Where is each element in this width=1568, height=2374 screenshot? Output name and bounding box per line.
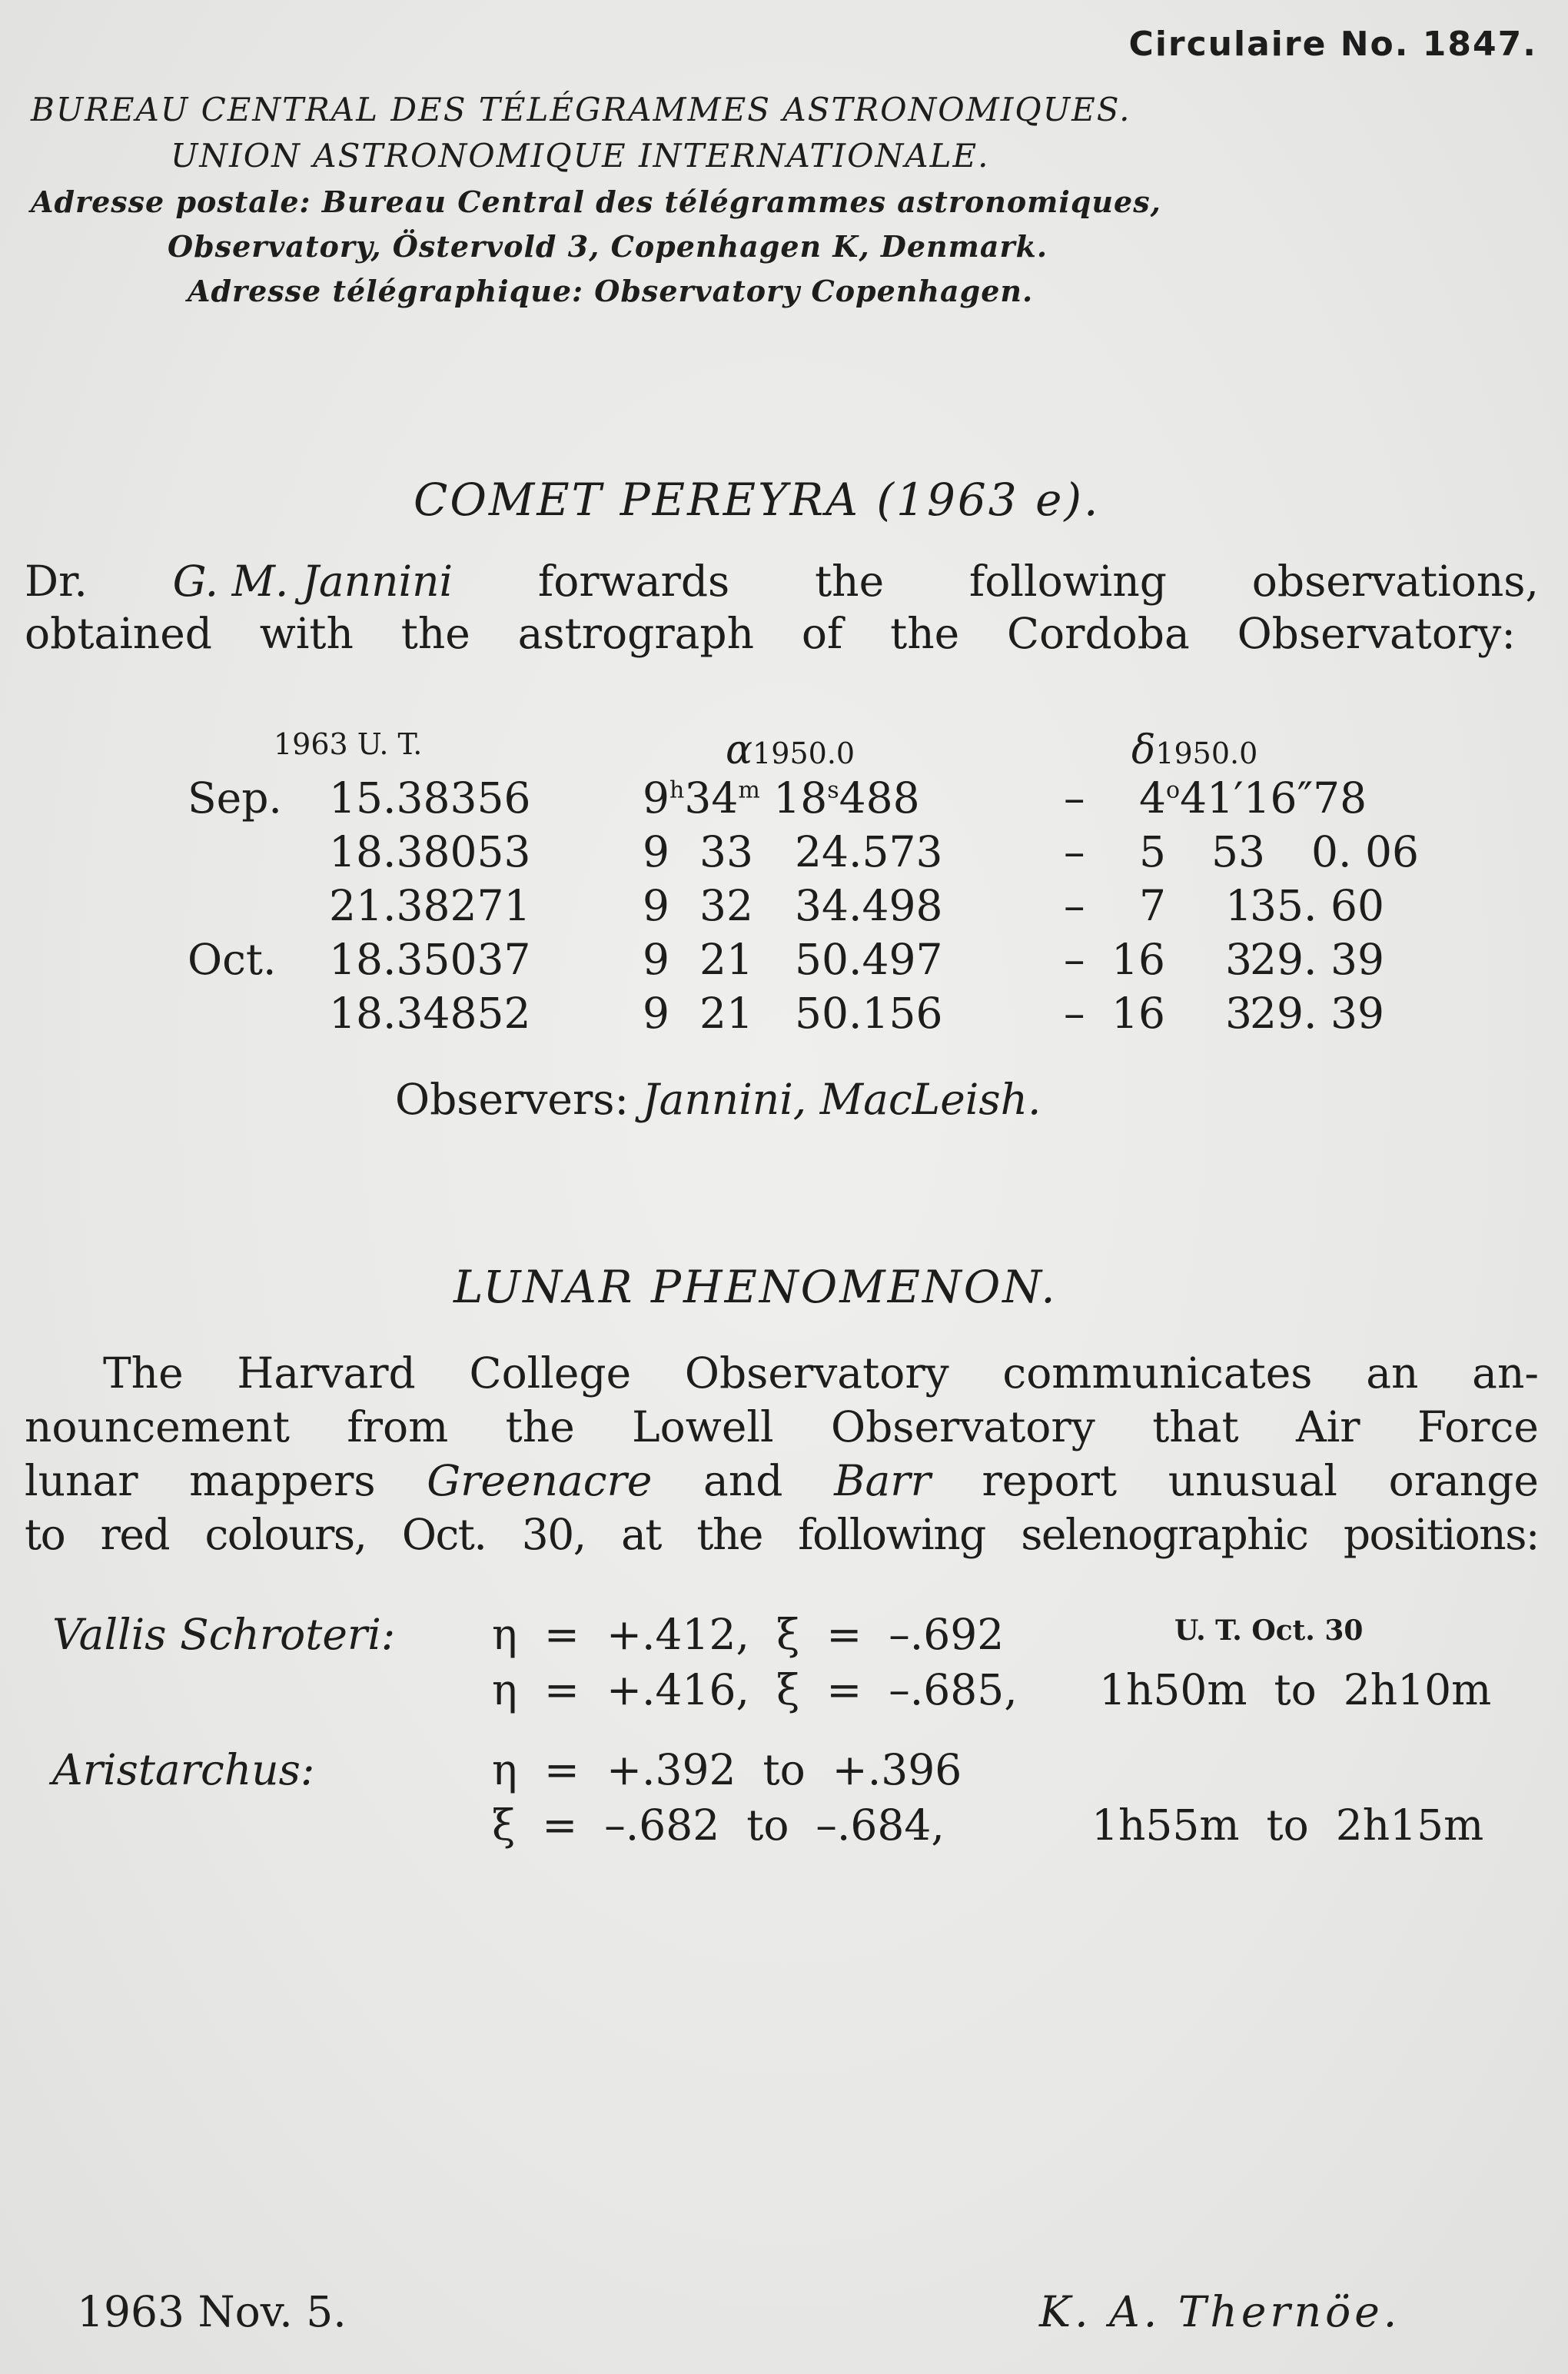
- row-dec-d: 5: [1139, 827, 1166, 876]
- word: Observatory:: [1237, 609, 1516, 658]
- alpha-symbol: α: [726, 727, 753, 773]
- row-dec-sign: –: [1064, 827, 1085, 876]
- lunar-line-4: [25, 1510, 1539, 1559]
- row-dec-d: 16: [1111, 935, 1165, 984]
- word: forwards: [537, 557, 730, 606]
- word: orange: [1388, 1456, 1539, 1505]
- word: the: [400, 609, 470, 658]
- word: College: [469, 1348, 632, 1398]
- postal-address: Adresse postale: Bureau Central des télégrammes astronomiques,: [31, 185, 1161, 219]
- row-ra-s: 34.498: [795, 881, 943, 930]
- col-header-ra: [726, 727, 855, 773]
- word: Oct.: [401, 1510, 487, 1559]
- word: observations,: [1251, 557, 1539, 606]
- row-ra-m: 33: [699, 827, 753, 876]
- row-ra-s: 50.497: [795, 935, 943, 984]
- dec-seconds-fraction: 78: [1313, 773, 1367, 823]
- row-dec-m: 3: [1225, 989, 1252, 1038]
- row-dec-sign: –: [1064, 773, 1085, 823]
- word: astrograph: [517, 609, 755, 658]
- row-ra-h: 9: [643, 827, 669, 876]
- word: Lowell: [632, 1402, 774, 1451]
- word: obtained: [25, 609, 212, 658]
- word: positions:: [1343, 1510, 1539, 1559]
- word: to: [25, 1510, 65, 1559]
- word: Observatory: [830, 1402, 1095, 1451]
- word: Dr.: [25, 557, 88, 606]
- row-month: Oct.: [188, 935, 277, 984]
- row-ra-m: 21: [699, 935, 753, 984]
- mapper-name: Barr: [834, 1456, 931, 1505]
- observers-label: Observers:: [395, 1075, 630, 1124]
- word: Harvard: [237, 1348, 416, 1398]
- row-date: 15.38356: [329, 773, 531, 823]
- row-ra-s: 24.573: [795, 827, 943, 876]
- row-dec-m: 3: [1225, 935, 1252, 984]
- row-ra: 9$^h$34$^m$ 18$^s$488: [643, 773, 920, 823]
- vallis-time: 1h50m to 2h10m: [1099, 1665, 1492, 1714]
- word: of: [801, 609, 843, 658]
- word: the: [505, 1402, 575, 1451]
- word: colours,: [204, 1510, 367, 1559]
- lunar-line-2: [25, 1402, 1539, 1451]
- ra-seconds: 18: [773, 773, 828, 823]
- ra-hours: 9: [643, 773, 669, 823]
- word: selenographic: [1021, 1510, 1308, 1559]
- row-ra-s: 50.156: [795, 989, 943, 1038]
- row-dec-m: 53: [1211, 827, 1265, 876]
- comet-title: COMET PEREYRA (1963 e).: [414, 474, 1101, 526]
- vallis-row-1: η = +.412, ξ = –.692: [492, 1610, 1005, 1659]
- row-dec-sign: –: [1064, 989, 1085, 1038]
- row-date: 21.38271: [329, 881, 531, 930]
- word: The: [103, 1348, 184, 1398]
- dec-minutes: 41: [1180, 773, 1234, 823]
- col-header-time: 1963 U. T.: [274, 727, 423, 761]
- word: 30,: [521, 1510, 586, 1559]
- word: and: [703, 1456, 783, 1505]
- word: communicates: [1002, 1348, 1313, 1398]
- dec-seconds: 16: [1243, 773, 1297, 823]
- row-dec-s: 29. 39: [1250, 935, 1384, 984]
- delta-symbol: δ: [1131, 727, 1156, 773]
- word: following: [968, 557, 1167, 606]
- word: the: [696, 1510, 762, 1559]
- row-dec-s: 0. 06: [1311, 827, 1419, 876]
- aristarchus-row-2: ξ = –.682 to –.684,: [492, 1800, 945, 1850]
- union-name: UNION ASTRONOMIQUE INTERNATIONALE.: [171, 137, 990, 175]
- row-month: Sep.: [188, 773, 282, 823]
- observers-names: Jannini, MacLeish.: [642, 1075, 1041, 1124]
- row-dec-s: 35. 60: [1250, 881, 1384, 930]
- ra-seconds-fraction: 488: [839, 773, 920, 823]
- aristarchus-row-1: η = +.392 to +.396: [492, 1745, 962, 1794]
- row-dec-m: 1: [1225, 881, 1252, 930]
- lunar-line-1: [103, 1348, 1539, 1398]
- vallis-schroteri-label: Vallis Schroteri:: [52, 1610, 396, 1659]
- word: report: [982, 1456, 1118, 1505]
- col-header-dec: [1131, 727, 1257, 773]
- word: mappers: [189, 1456, 376, 1505]
- dec-epoch: 1950.0: [1155, 736, 1258, 770]
- ut-note: U. T. Oct. 30: [1174, 1614, 1364, 1647]
- comet-intro-line-1: [25, 557, 1539, 606]
- word: from: [347, 1402, 449, 1451]
- row-dec-sign: –: [1064, 935, 1085, 984]
- aristarchus-time: 1h55m to 2h15m: [1091, 1800, 1484, 1850]
- dec-degrees: 4: [1139, 773, 1166, 823]
- row-dec-d: 7: [1139, 881, 1166, 930]
- row-date: 18.34852: [329, 989, 531, 1038]
- issue-date: 1963 Nov. 5.: [77, 2287, 347, 2336]
- ra-minutes: 34: [684, 773, 739, 823]
- word: unusual: [1168, 1456, 1337, 1505]
- row-date: 18.38053: [329, 827, 531, 876]
- circular-number: Circulaire No. 1847.: [1128, 25, 1537, 64]
- signature: K. A. Thernöe.: [1039, 2287, 1401, 2336]
- row-dec-sign: –: [1064, 881, 1085, 930]
- word: nouncement: [25, 1402, 290, 1451]
- observers-line: [395, 1075, 1041, 1124]
- word: the: [815, 557, 885, 606]
- word: following: [798, 1510, 985, 1559]
- word: red: [100, 1510, 170, 1559]
- row-date: 18.35037: [329, 935, 531, 984]
- observer-name: G. M. Jannini: [172, 557, 453, 606]
- aristarchus-label: Aristarchus:: [52, 1745, 315, 1794]
- word: an: [1366, 1348, 1419, 1398]
- row-dec: 4$^o$41′16″78: [1139, 773, 1367, 823]
- word: Force: [1417, 1402, 1539, 1451]
- comet-intro-line-2: [25, 609, 1516, 658]
- word: lunar: [25, 1456, 138, 1505]
- telegraphic-address: Adresse télégraphique: Observatory Copenhagen.: [188, 274, 1034, 308]
- row-dec-d: 16: [1111, 989, 1165, 1038]
- word: the: [890, 609, 960, 658]
- row-ra-h: 9: [643, 881, 669, 930]
- row-ra-m: 21: [699, 989, 753, 1038]
- row-dec-s: 29. 39: [1250, 989, 1384, 1038]
- word: Air: [1296, 1402, 1360, 1451]
- word: an-: [1472, 1348, 1539, 1398]
- word: Observatory: [684, 1348, 949, 1398]
- bureau-name: BUREAU CENTRAL DES TÉLÉGRAMMES ASTRONOMIQUES.: [31, 91, 1131, 128]
- row-ra-m: 32: [699, 881, 753, 930]
- row-ra-h: 9: [643, 989, 669, 1038]
- street-address: Observatory, Östervold 3, Copenhagen K, Denmark.: [168, 229, 1048, 264]
- vallis-row-2: η = +.416, ξ = –.685,: [492, 1665, 1018, 1714]
- word: Cordoba: [1006, 609, 1190, 658]
- ra-epoch: 1950.0: [752, 736, 855, 770]
- mapper-name: Greenacre: [427, 1456, 653, 1505]
- word: at: [621, 1510, 661, 1559]
- word: that: [1152, 1402, 1239, 1451]
- lunar-title: LUNAR PHENOMENON.: [453, 1261, 1058, 1313]
- lunar-line-3: [25, 1456, 1539, 1505]
- word: with: [259, 609, 354, 658]
- row-ra-h: 9: [643, 935, 669, 984]
